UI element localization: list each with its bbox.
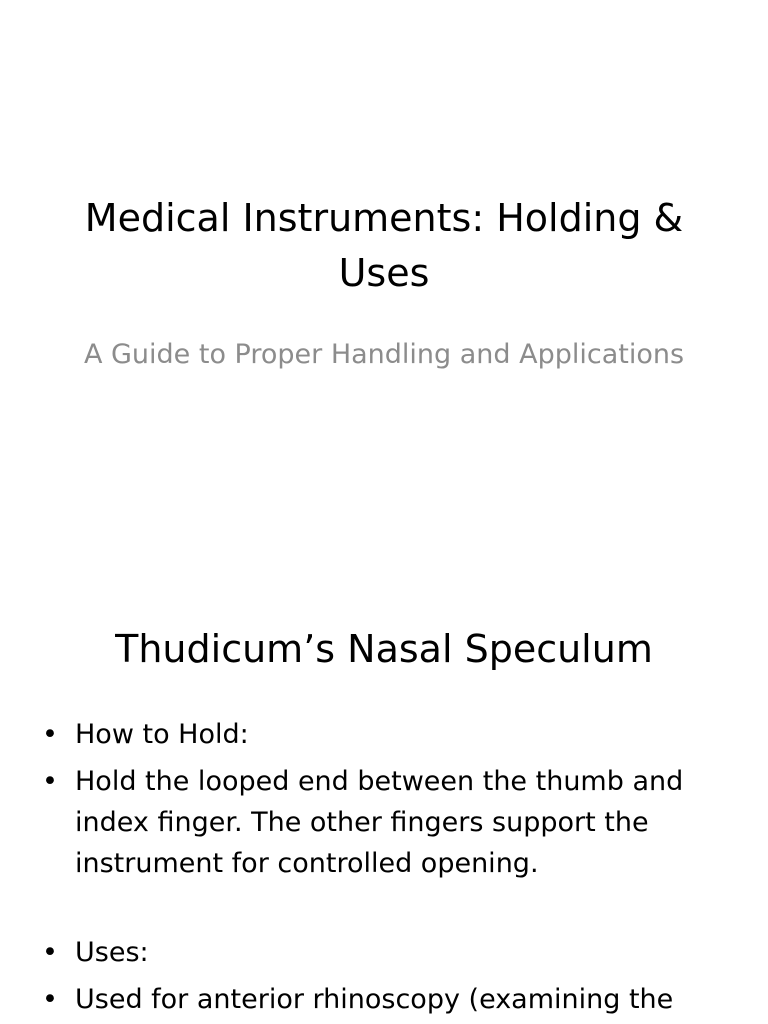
content-slide [0, 576, 768, 1024]
list-item-text: Hold the looped end between the thumb and index finger. The other fingers support the instrument for controlled opening. [75, 766, 684, 879]
list-item [40, 761, 730, 884]
bullet-icon: • [42, 984, 58, 1015]
bullet-icon: • [42, 719, 58, 750]
presentation-title: Medical Instruments: Holding & Uses [84, 196, 684, 295]
presentation-subtitle: A Guide to Proper Handling and Applications [83, 339, 685, 370]
list-item [40, 979, 730, 1020]
list-item-text: Uses: [75, 937, 149, 968]
slide-title: Thudicum’s Nasal Speculum [115, 627, 653, 671]
bullet-icon: • [42, 937, 58, 968]
bullet-icon: • [42, 766, 58, 797]
list-item [40, 714, 730, 755]
bullet-list [40, 714, 730, 1024]
list-item-text: How to Hold: [75, 719, 249, 750]
list-item [40, 932, 730, 973]
list-item-text: Used for anterior rhinoscopy (examining the [75, 984, 674, 1015]
